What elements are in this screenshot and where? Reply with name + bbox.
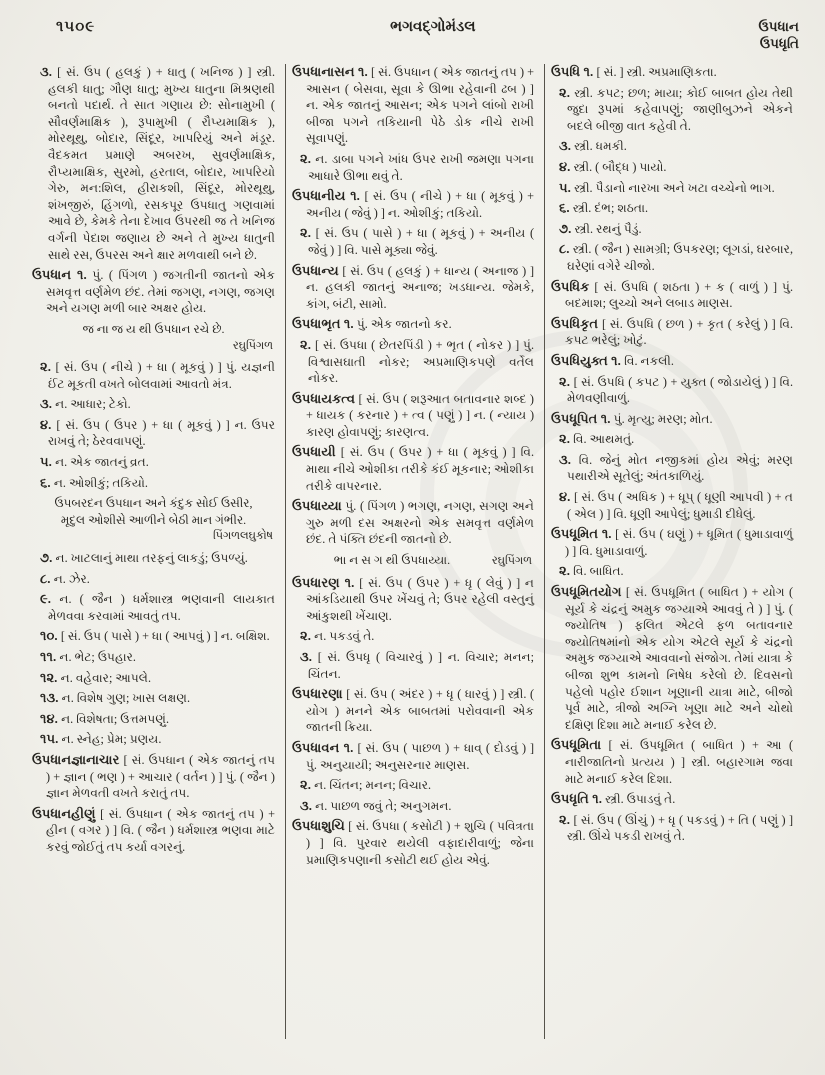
verse-line: ભા ન સ ગ થી ઉપધાય્યા. — [333, 553, 451, 568]
headword: ઉપધાવન ૧. — [292, 740, 354, 755]
headword: ઉપધૂમિતા — [551, 738, 602, 753]
headword: ઉપધિયુક્ત ૧. — [551, 353, 622, 368]
dictionary-entry — [551, 411, 793, 428]
sense-paragraph — [551, 221, 793, 238]
sense-paragraph — [551, 374, 793, 407]
sense-paragraph — [32, 396, 275, 413]
headword: ઉપધૂમિતયોગ — [551, 585, 622, 600]
sense-paragraph — [32, 628, 275, 645]
definition-text: [ સં. ઉપ ( હલકું ) + ધાન્ય ( અનાજ ) ] ન. હલકી જાતનું અનાજ; ખડધાન્ય. જેમકે, કાંગ, બંટી, સામો. — [306, 263, 535, 311]
dictionary-entry — [292, 391, 534, 441]
verse-line: મૃદુલ ઓશીસે આળીને બેઠી માન ગંભીર. — [60, 512, 247, 527]
definition-text: [ સં. ઉપધૂમિત ( બાધિત ) + આ ( નારીજાતિનો પ્રત્યય ) ] સ્ત્રી. બહારગામ જવા માટે મનાઈ કરેલ દિશા. — [565, 738, 794, 786]
sense-paragraph — [32, 711, 275, 728]
definition-text: વિ. બાધિત. — [573, 564, 624, 579]
sense-number: ૩. — [559, 139, 572, 154]
definition-text: સ્ત્રી. દંભ; શઠતા. — [572, 201, 648, 216]
dictionary-entry — [32, 806, 275, 856]
sense-number: ૭. — [559, 221, 572, 236]
definition-text: [ સં. ] સ્ત્રી. અપ્રમાણિકતા. — [596, 65, 717, 79]
sense-paragraph — [551, 241, 793, 274]
dictionary-entry — [292, 263, 534, 313]
guide-word-first: ઉપધાન — [758, 19, 799, 34]
sense-number: ૧૦. — [40, 629, 58, 644]
sense-paragraph — [32, 731, 275, 748]
guide-word-last: ઉપધૃતિ — [759, 36, 799, 51]
sense-number: ૩. — [40, 397, 53, 412]
definition-text: [ સં. ઉપ ( ઉપર ) + ધા ( મૂકવું ) ] ન. ઉપર રાખવું તે; ઠેરવવાપણું. — [48, 417, 276, 449]
sense-number: ૪. — [559, 159, 571, 174]
headword: ઉપધાનાસન ૧. — [292, 65, 368, 79]
definition-text: ન. વિશેષતા; ઉત્તમપણું. — [61, 711, 170, 726]
dictionary-column-3 — [544, 64, 803, 1039]
dictionary-entry — [32, 267, 275, 317]
sense-paragraph — [551, 452, 793, 485]
sense-number: ૮. — [40, 571, 51, 586]
sense-paragraph — [551, 563, 793, 580]
sense-number: ૫. — [559, 180, 572, 195]
sense-paragraph — [292, 777, 534, 794]
dictionary-entry — [292, 818, 534, 868]
sense-paragraph — [551, 85, 793, 135]
dictionary-column-1 — [26, 64, 285, 1039]
dictionary-entry — [292, 686, 534, 736]
sense-paragraph — [292, 628, 534, 645]
verse-quote — [292, 552, 534, 570]
sense-number: ૨. — [300, 629, 312, 644]
headword: ઉપધાન ૧. — [32, 268, 87, 283]
definition-text: [ સં. ઉપ ( પાસે ) + ધા ( મૂકવું ) + અનીય ( જેવું ) ] વિ. પાસે મૂક્યા જેવું. — [308, 226, 535, 257]
definition-text: [ સં. ઉપ ( શરૂઆત બતાવનાર શબ્દ ) + ધાયક ( કરનાર ) + ત્વ ( પણું ) ] ન. ( ન્યાય ) કારણ હોવાપણું; કારણત્વ. — [306, 391, 534, 439]
definition-text: [ સં. ઉપધાન ( એક જાતનું તપ ) + આસન ( બેસવા, સૂવા કે ઊભા રહેવાની ઢબ ) ] ન. એક જાતનું આસન; એક પગને લાંબો રાખી બીજા પગને તકિયાની પેઠે ડોક નીચે રાખી સૂવાપણું. — [306, 65, 534, 146]
sense-number: ૨. — [40, 360, 52, 375]
sense-number: ૧૧. — [40, 650, 57, 664]
definition-text: [ સં. ઉપ ( હલકું ) + ધાતુ ( ખનિજ ) ] સ્ત્રી. હલકી ધાતુ; ગૌણ ધાતુ; મુખ્ય ધાતુના મિશ્રણથી બનતો પદાર્થ. તે સાત ગણાય છે: સોનામુખી ( સૌવર્ણમાક્ષિક ), રૂપામુખી ( રૌપ્યમાક્ષિક ), મોરથૂથુ, બોદાર, સિંદૂર, ખાપરિયું અને મંડૂર. વૈદકમત પ્રમાણે અબરખ, સુવર્ણમાક્ષિક, રૌપ્યમાક્ષિક, સુરમો, હરતાલ, બોદાર, ખાપરિયો ગેરુ, મન:શિલ, હીરાકશી, સિંદૂર, મોરથૂથુ, શંખજીરું, હિંગળો, રસકપૂર ઉપધાતુ ગણવામાં આવે છે, કેમકે તેના દેખાવ ઉપરથી જ તે ખનિજ વર્ગની પેદાશ જણાય છે અને તે મુખ્ય ધાતુની સાથે રસ, ઉપરસ અને ક્ષાર મળવાથી બને છે. — [48, 65, 275, 262]
definition-text: પું. ( પિંગળ ) ભગણ, નગણ, સગણ અને ગુરુ મળી દસ અક્ષરનો એક સમવૃત્ત વર્ણમેળ છંદ. તે પંક્તિ છંદની જાતનો છે. — [306, 499, 534, 547]
sense-paragraph — [551, 138, 793, 155]
guide-words — [759, 18, 803, 52]
sense-number: ૫. — [40, 455, 53, 470]
sense-number: ૬. — [559, 201, 570, 216]
headword: ઉપધાય્યા — [292, 499, 342, 514]
sense-number: ૧૪. — [40, 711, 59, 726]
dictionary-entry — [551, 353, 793, 370]
dictionary-entry — [551, 316, 793, 349]
headword: ઉપધૃતિ ૧. — [551, 792, 603, 807]
sense-paragraph — [32, 64, 275, 263]
definition-text: [ સં. ઉપ ( નીચે ) + ધા ( મૂકવું ) ] પું. યજ્ઞની ઈંટ મૂકતી વખતે બોલવામાં આવતો મંત્ર. — [48, 360, 275, 391]
definition-text: ન. ઝેર. — [53, 571, 90, 586]
verse-quote — [32, 495, 275, 545]
definition-text: [ સં. ઉપધિ ( છળ ) + કૃત ( કરેલું ) ] વિ. કપટ ભરેલું; ખોટું. — [565, 316, 793, 348]
headword: ઉપધારણા — [292, 687, 343, 702]
dictionary-entry — [551, 279, 793, 312]
definition-text: વિ. જેનું મોત નજીકમાં હોય એવું; મરણ પથારીએ સૂતેલું; અંતકાળિયું. — [567, 452, 793, 484]
definition-text: સ્ત્રી. ઉપાડવું તે. — [605, 792, 676, 807]
sense-paragraph — [32, 591, 275, 624]
dictionary-entry — [551, 526, 793, 559]
dictionary-entry — [292, 575, 534, 625]
headword: ઉપધૂપિત ૧. — [551, 411, 611, 426]
sense-paragraph — [292, 151, 534, 184]
definition-text: વિ. નકલી. — [624, 353, 674, 368]
sense-number: ૨. — [559, 85, 571, 100]
sense-paragraph — [551, 180, 793, 197]
dictionary-entry — [32, 752, 275, 802]
definition-text: પું. ( પિંગળ ) જગતીની જાતનો એક સમવૃત્ત વર્ણમેળ છંદ. તેમાં જગણ, નગણ, જગણ અને યગણ મળી બાર અક્ષર હોય. — [46, 268, 275, 316]
definition-text: [ સં. ઉપ ( ઉપર ) + ધૃ ( લેવું ) ] ન આંકડિયાથી ઉપર ખેંચવું તે; ઉપર રહેલી વસ્તુનું આંકુશથી ખેંચાણ. — [306, 575, 535, 623]
sense-number: ૩. — [300, 798, 313, 813]
sense-paragraph — [292, 225, 534, 258]
page-header — [26, 18, 803, 64]
headword: ઉપધાશુચિ — [292, 819, 345, 834]
definition-text: ન. ઓશીકું; તકિયો. — [53, 475, 148, 490]
sense-number: ૩. — [559, 452, 572, 467]
headword: ઉપધાનહીણું — [32, 806, 96, 821]
sense-paragraph — [551, 159, 793, 176]
dictionary-entry — [292, 740, 534, 773]
sense-paragraph — [551, 489, 793, 522]
definition-text: ન. એક જાતનું વ્રત. — [55, 455, 149, 470]
sense-number: ૩. — [300, 650, 313, 664]
sense-number: ૧૨. — [40, 670, 58, 685]
definition-text: ન. પકડવું તે. — [314, 629, 375, 644]
definition-text: [ સં. ઉપધૃ ( વિચારવું ) ] ન. વિચાર; મનન; ચિંતન. — [308, 650, 534, 681]
headword: ઉપધૂમિત ૧. — [551, 527, 612, 542]
verse-source: રઘુપિંગળ — [232, 339, 273, 352]
book-title: ભગવદ્ગોમંડલ — [390, 19, 476, 35]
definition-text: સ્ત્રી. ( જૈન ) સામગ્રી; ઉપકરણ; લૂગડાં, ઘરબાર, ઘરેણાં વગેરે ચીજો. — [567, 242, 793, 273]
headword: ઉપધાભૃત ૧. — [292, 317, 354, 332]
sense-number: ૯. — [40, 592, 52, 607]
dictionary-entry — [292, 498, 534, 548]
definition-text: ન. વહેવાર; આપલે. — [60, 670, 152, 685]
definition-text: [ સં. ઉપ ( પાસે ) + ધા ( આપવું ) ] ન. બક્ષિશ. — [60, 629, 270, 644]
sense-number: ૪. — [40, 417, 52, 432]
definition-text: ન. પાછળ જવું તે; અનુગમન. — [315, 798, 452, 813]
definition-text: [ સં. ઉપ ( અધિક ) + ધૂપ્ ( ધૂણી આપવી ) + ત ( એલ ) ] વિ. ધૂણી આપેલું; ધુમાડી દીધેલું. — [567, 490, 793, 521]
sense-paragraph — [32, 417, 275, 450]
definition-text: [ સં. ઉપધૂમિત ( બાધિત ) + યોગ ( સૂર્ય કે ચંદ્રનું અમુક જગ્યાએ આવવું તે ) ] પું. ( જ્યોતિષ ) ફલિત એટલે ફળ બતાવનાર જ્યોતિષમાંનો એક યોગ એટલે સૂર્ય કે ચંદ્રનો અમુક જગ્યાએ આવવાનો સંજોગ. તેમાં યાત્રા કે બીજા શુભ કામનો નિષેધ કરેલો છે. દિવસનો પહેલો પહોર ઈશાન ખૂણાની યાત્રા માટે, બીજો પૂર્વ માટે, ત્રીજો અગ્નિ ખૂણા માટે અને ચોથો દક્ષિણ દિશા માટે મનાઈ કરેલ છે. — [565, 585, 794, 732]
definition-text: [ સં. ઉપધા ( કસોટી ) + શુચિ ( પવિત્રતા ) ] વિ. પુરવાર થયેલી વફાદારીવાળું; જેના પ્રમાણિકપણાની કસોટી થઈ હોય એવું. — [306, 819, 534, 867]
sense-paragraph — [32, 550, 275, 567]
verse-line: જ ના જ ય થી ઉપધાન રચે છે. — [82, 321, 225, 336]
sense-paragraph — [32, 454, 275, 471]
sense-paragraph — [32, 670, 275, 687]
dictionary-entry — [551, 791, 793, 808]
dictionary-entry — [292, 444, 534, 494]
sense-paragraph — [32, 475, 275, 492]
headword: ઉપધાયી — [292, 445, 336, 460]
sense-number: ૨. — [559, 432, 571, 447]
headword: ઉપધાનજ્ઞાનાચાર — [32, 752, 120, 767]
definition-text: સ્ત્રી. ધમકી. — [574, 139, 627, 154]
definition-text: સ્ત્રી. રથનું પૈડું. — [574, 221, 642, 236]
definition-text: ન. ડાબા પગને ખાંધ ઉપર રાખી જમણા પગના આધારે ઊભા થવું તે. — [308, 151, 534, 183]
sense-number: ૩. — [40, 65, 53, 79]
definition-text: [ સં. ઉપ ( નીચે ) + ધા ( મૂકવું ) + અનીય ( જેવું ) ] ન. ઓશીકું; તકિયો. — [306, 189, 534, 220]
definition-text: [ સં. ઉપધાન ( એક જાતનું તપ ) + હીન ( વગર ) ] વિ. ( જૈન ) ધર્મશાસ્ત્ર ભણવા માટે કરવું જોઈતું તપ કર્યા વગરનું. — [46, 806, 275, 854]
headword: ઉપધિક — [551, 279, 590, 294]
definition-text: [ સં. ઉપ ( ઊંચું ) + ધૃ ( પકડવું ) + તિ ( પણું ) ] સ્ત્રી. ઊંચે પકડી રાખવું તે. — [567, 812, 794, 844]
definition-text: ન. ( જૈન ) ધર્મશાસ્ત્ર ભણવાની લાયકાત મેળવવા કરવામાં આવતું તપ. — [48, 592, 276, 623]
definition-text: ન. આધાર; ટેકો. — [55, 397, 131, 412]
sense-paragraph — [32, 571, 275, 588]
sense-number: ૨. — [300, 778, 312, 793]
definition-text: સ્ત્રી. પૈડાનો નારખા અને ખટા વચ્ચેનો ભાગ. — [574, 180, 775, 195]
sense-number: ૨. — [300, 337, 312, 352]
sense-number: ૪. — [559, 490, 571, 505]
sense-paragraph — [292, 337, 534, 387]
dictionary-entry — [292, 316, 534, 333]
definition-text: [ સં. ઉપધિ ( શઠતા ) + ક ( વાળું ) ] પું. બદમાશ; લુચ્ચો અને લબાડ માણસ. — [565, 279, 793, 311]
definition-text: વિ. આથમતું. — [573, 432, 635, 447]
headword: ઉપધિકૃત — [551, 316, 599, 331]
headword: ઉપધાયકત્વ — [292, 391, 356, 406]
sense-paragraph — [32, 690, 275, 707]
dictionary-entry — [551, 584, 793, 733]
sense-number: ૬. — [40, 475, 51, 490]
definition-text: [ સં. ઉપ ( અંદર ) + ધૃ ( ધારવું ) ] સ્ત્રી. ( યોગ ) મનને એક બાબતમાં પરોવવાની એક જાતની ક્રિયા. — [306, 687, 535, 735]
sense-paragraph — [551, 200, 793, 217]
definition-text: [ સં. ઉપધિ ( કપટ ) + યુક્ત ( જોડાયેલું ) ] વિ. મેળવણીવાળું. — [567, 374, 794, 406]
headword: ઉપધિ ૧. — [551, 65, 594, 79]
sense-number: ૨. — [300, 151, 312, 166]
definition-text: સ્ત્રી. કપટ; છળ; માયા; કોઈ બાબત હોય તેથી જુદા રૂપમાં કહેવાપણું; જાણીબુઝને એકને બદલે બીજી વાત કહેવી તે. — [567, 85, 793, 133]
headword: ઉપધારણ ૧. — [292, 575, 355, 590]
definition-text: પું. મૃત્યુ; મરણ; મોત. — [613, 411, 713, 426]
definition-text: [ સં. ઉપધા ( છેતરપિંડી ) + ભૃત ( નોકર ) ] પું. વિશ્વાસઘાતી નોકર; અપ્રમાણિકપણે વર્તેલ નોકર. — [308, 337, 535, 386]
dictionary-entry — [551, 64, 793, 81]
sense-paragraph — [32, 649, 275, 666]
sense-number: ૨. — [559, 374, 571, 389]
sense-number: ૧૫. — [40, 732, 59, 747]
sense-number: ૨. — [300, 226, 312, 241]
definition-text: [ સં. ઉપ ( ઘણું ) + ધૂમિત ( ધુમાડાવાળું ) ] વિ. ધુમાડાવાળું. — [565, 527, 794, 558]
dictionary-entry — [292, 188, 534, 221]
verse-source: પિંગળલઘુકોષ — [213, 530, 273, 543]
verse-source: રઘુપિંગળ — [491, 555, 532, 568]
definition-text: [ સં. ઉપધાન ( એક જાતનું તપ ) + જ્ઞાન ( ભણ ) + આચાર ( વર્તન ) ] પું. ( જૈન ) જ્ઞાન મેળવતી વખતે કરાતું તપ. — [46, 752, 276, 801]
sense-number: ૮. — [559, 242, 570, 257]
sense-number: ૧૩. — [40, 691, 59, 706]
definition-text: ન. વિશેષ ગુણ; ખાસ લક્ષણ. — [61, 691, 191, 706]
sense-paragraph — [551, 431, 793, 448]
definition-text: પું. એક જાતનો કર. — [356, 317, 452, 332]
sense-number: ૨. — [559, 564, 571, 579]
definition-text: ન. ખાટલાનું માથા તરફનું લાકડું; ઉપળ્યું. — [55, 551, 248, 566]
dictionary-column-2 — [285, 64, 544, 1039]
page-number: ૧૫૦૯ — [56, 19, 96, 35]
headword: ઉપધાન્ય — [292, 263, 339, 278]
definition-text: ન. સ્નેહ; પ્રેમ; પ્રણય. — [61, 732, 162, 747]
dictionary-entry — [551, 737, 793, 787]
verse-quote — [32, 321, 275, 354]
sense-paragraph — [292, 649, 534, 682]
definition-text: [ સં. ઉપ ( પાછળ ) + ધાવ્ ( દોડવું ) ] પું. અનુયાયી; અનુસરનાર માણસ. — [306, 740, 535, 772]
sense-number: ૭. — [40, 551, 53, 566]
definition-text: [ સં. ઉપ ( ઉપર ) + ધા ( મૂકવું ) ] વિ. માથા નીચે ઓશીકા તરીકે કંઈ મૂકનાર; ઓશીકા તરીકે વાપરનાર. — [306, 445, 535, 493]
verse-line: ઉપબરદન ઉપધાન અને કંદુક સોઈ ઉસીર, — [54, 496, 253, 511]
sense-number: ૨. — [559, 812, 571, 827]
headword: ઉપધાનીય ૧. — [292, 189, 361, 204]
sense-paragraph — [551, 812, 793, 845]
dictionary-entry — [292, 64, 534, 147]
definition-text: ન. ભેટ; ઉપહાર. — [59, 650, 136, 664]
definition-text: સ્ત્રી. ( બૌદ્ધ ) પાયો. — [573, 159, 667, 174]
sense-paragraph — [32, 359, 275, 392]
definition-text: ન. ચિંતન; મનન; વિચાર. — [314, 778, 432, 793]
dictionary-columns — [26, 64, 803, 1039]
sense-paragraph — [292, 798, 534, 815]
